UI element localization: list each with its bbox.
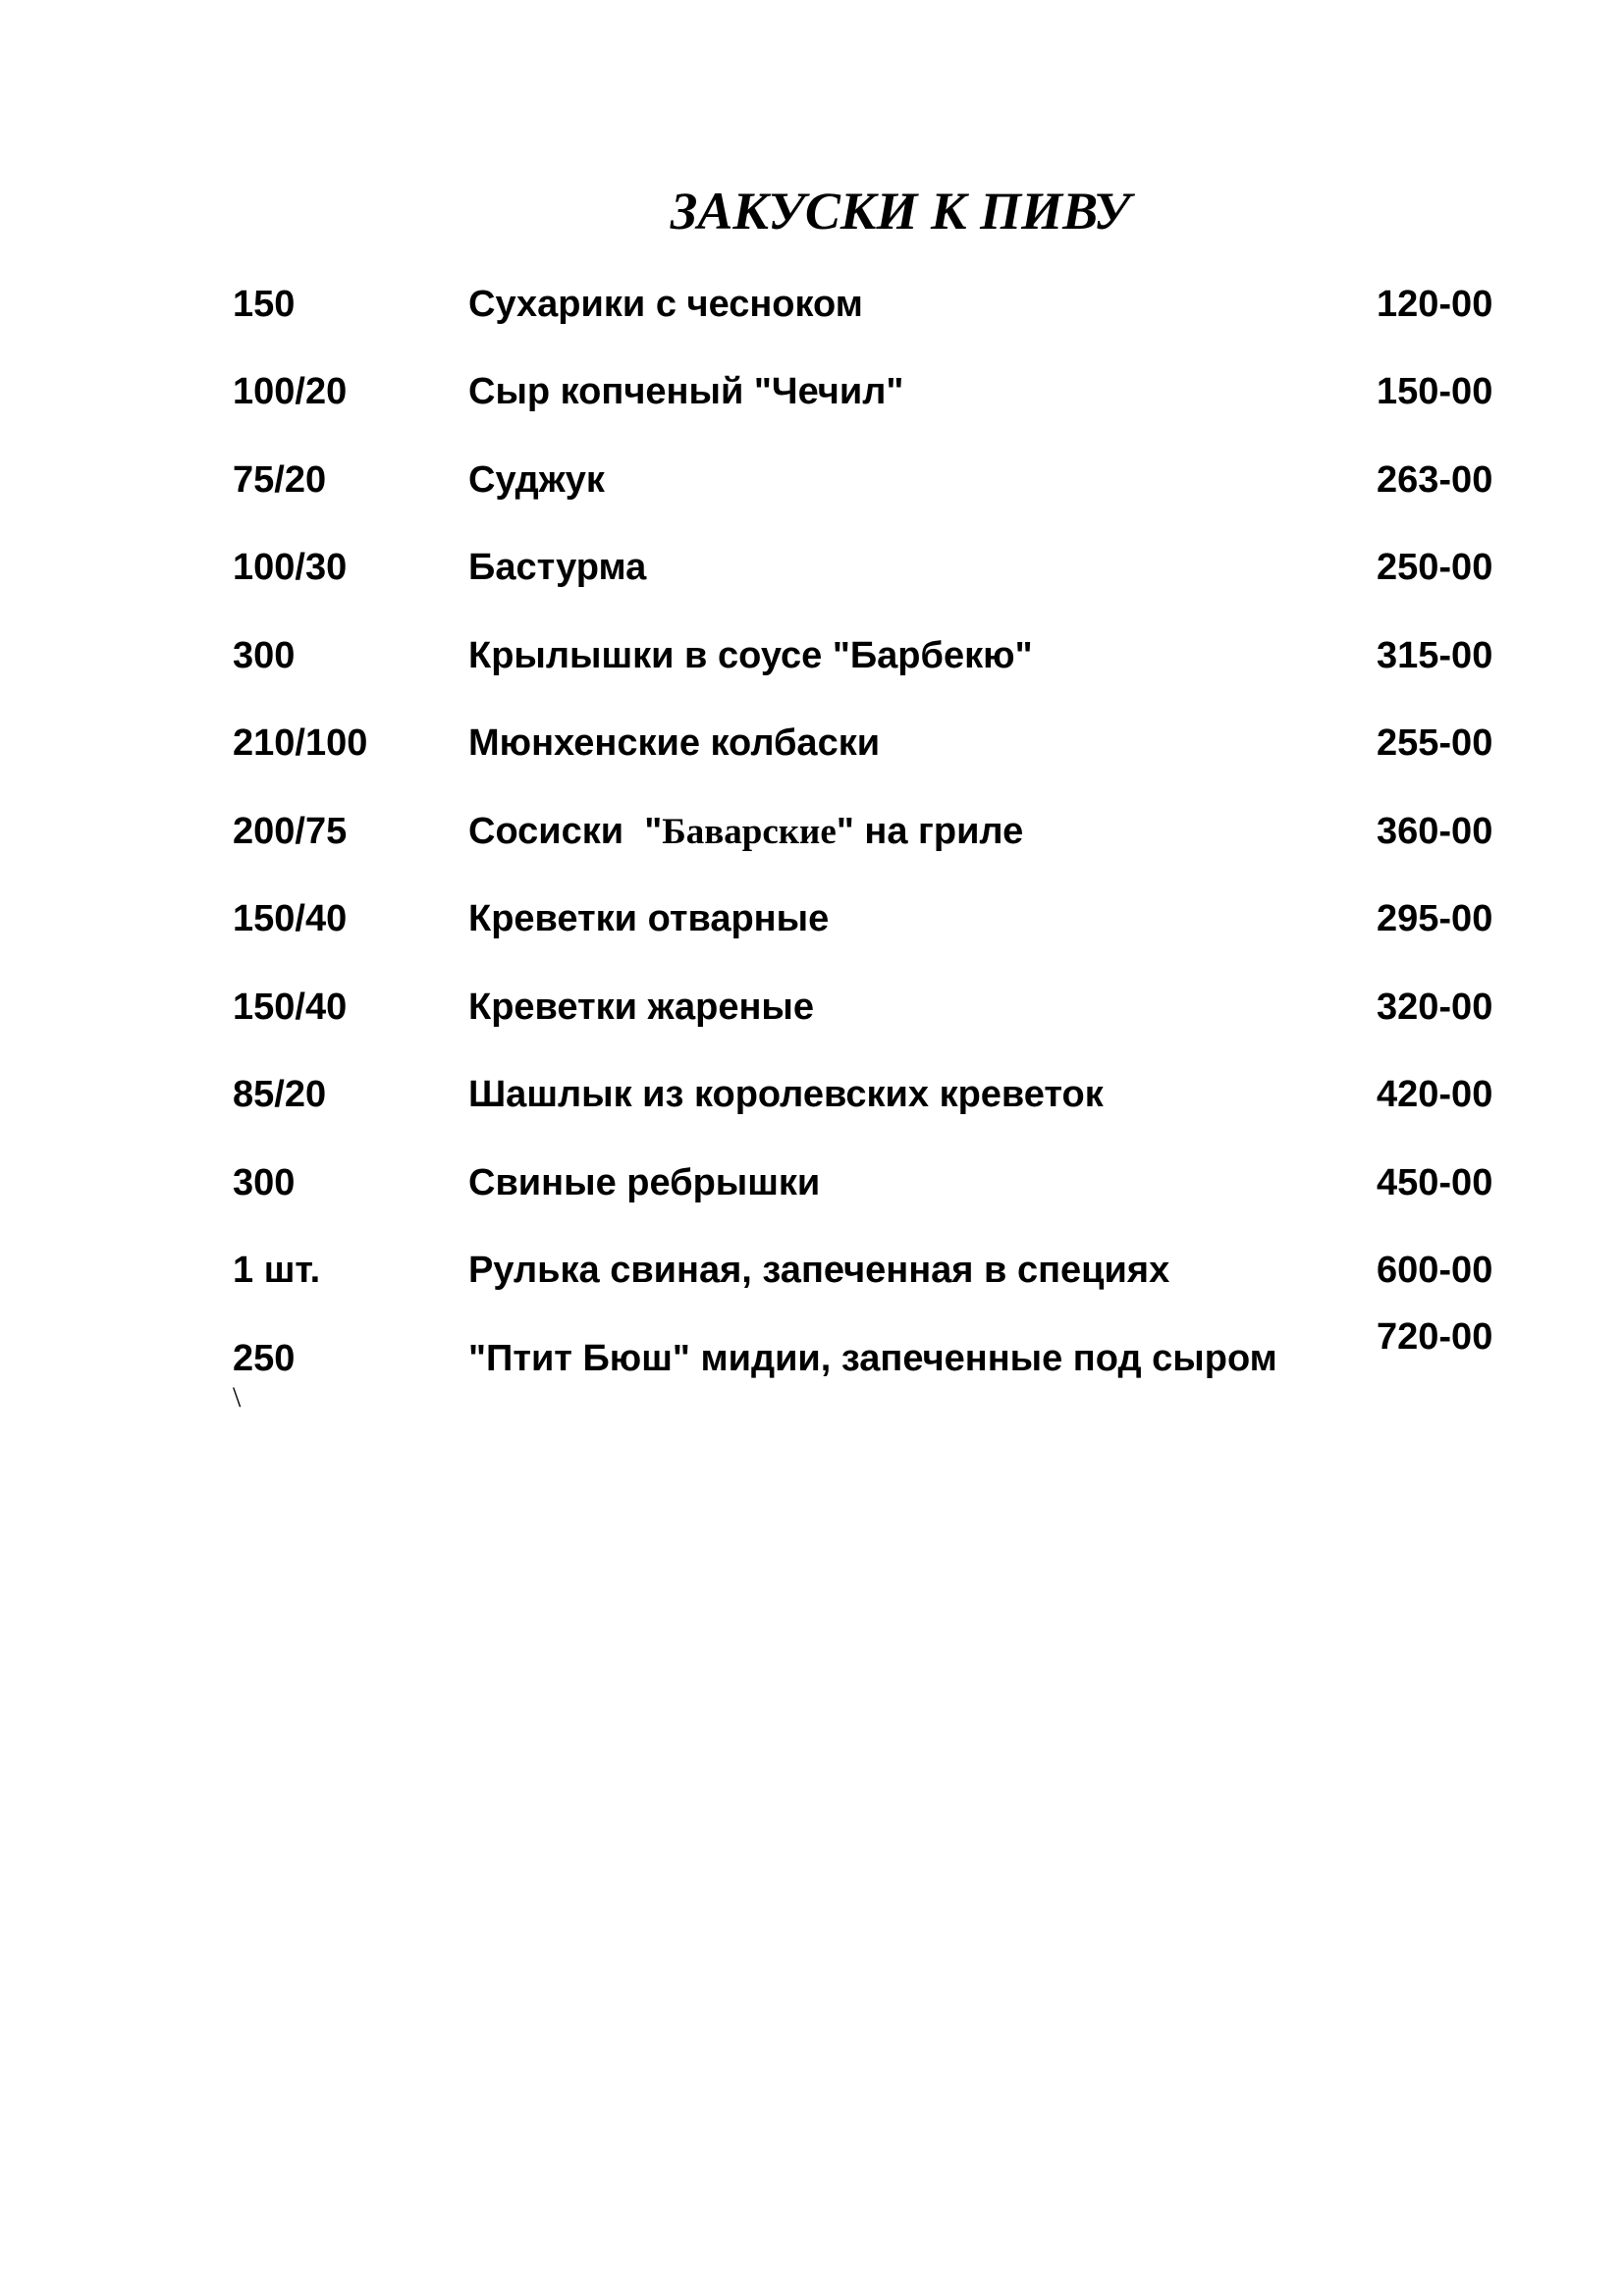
item-name-prefix: Сосиски ": [468, 811, 663, 852]
item-name: Свиные ребрышки: [468, 1162, 821, 1203]
item-name: Крылышки в соусе "Барбекю": [468, 635, 1033, 676]
item-weight: 75/20: [233, 459, 327, 501]
item-price: 150-00: [1377, 371, 1493, 412]
item-price: 263-00: [1377, 459, 1493, 501]
item-name: Шашлык из королевских креветок: [468, 1074, 1104, 1115]
item-price: 320-00: [1377, 987, 1493, 1028]
item-weight: 200/75: [233, 811, 348, 852]
item-price: 120-00: [1377, 284, 1493, 325]
menu-item-row: [0, 719, 1624, 768]
item-name: Сухарики с чесноком: [468, 284, 863, 325]
item-price: 450-00: [1377, 1162, 1493, 1203]
item-name: Рулька свиная, запеченная в специях: [468, 1250, 1170, 1291]
item-weight: 150/40: [233, 898, 348, 939]
menu-item-row: [0, 807, 1624, 856]
item-price: 600-00: [1377, 1250, 1493, 1291]
item-weight: 1 шт.: [233, 1250, 321, 1291]
menu-item-row: [0, 1316, 1624, 1383]
item-name: Сыр копченый "Чечил": [468, 371, 904, 412]
stray-backslash-mark: \: [233, 1381, 242, 1414]
item-name: "Птит Бюш" мидии, запеченные под сыром: [468, 1338, 1277, 1379]
item-name-serif-part: Баварские: [662, 812, 837, 852]
menu-item-row: [0, 455, 1624, 505]
item-price: 720-00: [1377, 1316, 1493, 1358]
item-weight: 85/20: [233, 1074, 327, 1115]
item-name: Креветки отварные: [468, 898, 830, 939]
item-price: 315-00: [1377, 635, 1493, 676]
item-price: 360-00: [1377, 811, 1493, 852]
menu-item-row: [0, 1246, 1624, 1295]
item-weight: 150/40: [233, 987, 348, 1028]
item-price: 255-00: [1377, 722, 1493, 764]
menu-title: ЗАКУСКИ К ПИВУ: [670, 182, 1131, 240]
item-name: [468, 807, 1023, 857]
menu-item-row: [0, 1070, 1624, 1119]
item-name: Суджук: [468, 459, 605, 501]
item-weight: 210/100: [233, 722, 368, 764]
item-price: 250-00: [1377, 547, 1493, 588]
menu-item-row: [0, 367, 1624, 416]
menu-item-row: [0, 1158, 1624, 1207]
menu-item-row: [0, 280, 1624, 329]
item-name-suffix: " на гриле: [836, 811, 1024, 852]
menu-item-row: [0, 543, 1624, 592]
item-name: Бастурма: [468, 547, 647, 588]
item-name: Креветки жареные: [468, 987, 815, 1028]
item-weight: 100/20: [233, 371, 348, 412]
item-price: 295-00: [1377, 898, 1493, 939]
item-weight: 300: [233, 635, 296, 676]
item-price: 420-00: [1377, 1074, 1493, 1115]
item-name: Мюнхенские колбаски: [468, 722, 881, 764]
item-weight: 150: [233, 284, 296, 325]
item-weight: 300: [233, 1162, 296, 1203]
item-weight: 250: [233, 1338, 296, 1379]
menu-item-row: [0, 983, 1624, 1032]
menu-item-row: [0, 894, 1624, 943]
menu-item-row: [0, 631, 1624, 680]
item-weight: 100/30: [233, 547, 348, 588]
